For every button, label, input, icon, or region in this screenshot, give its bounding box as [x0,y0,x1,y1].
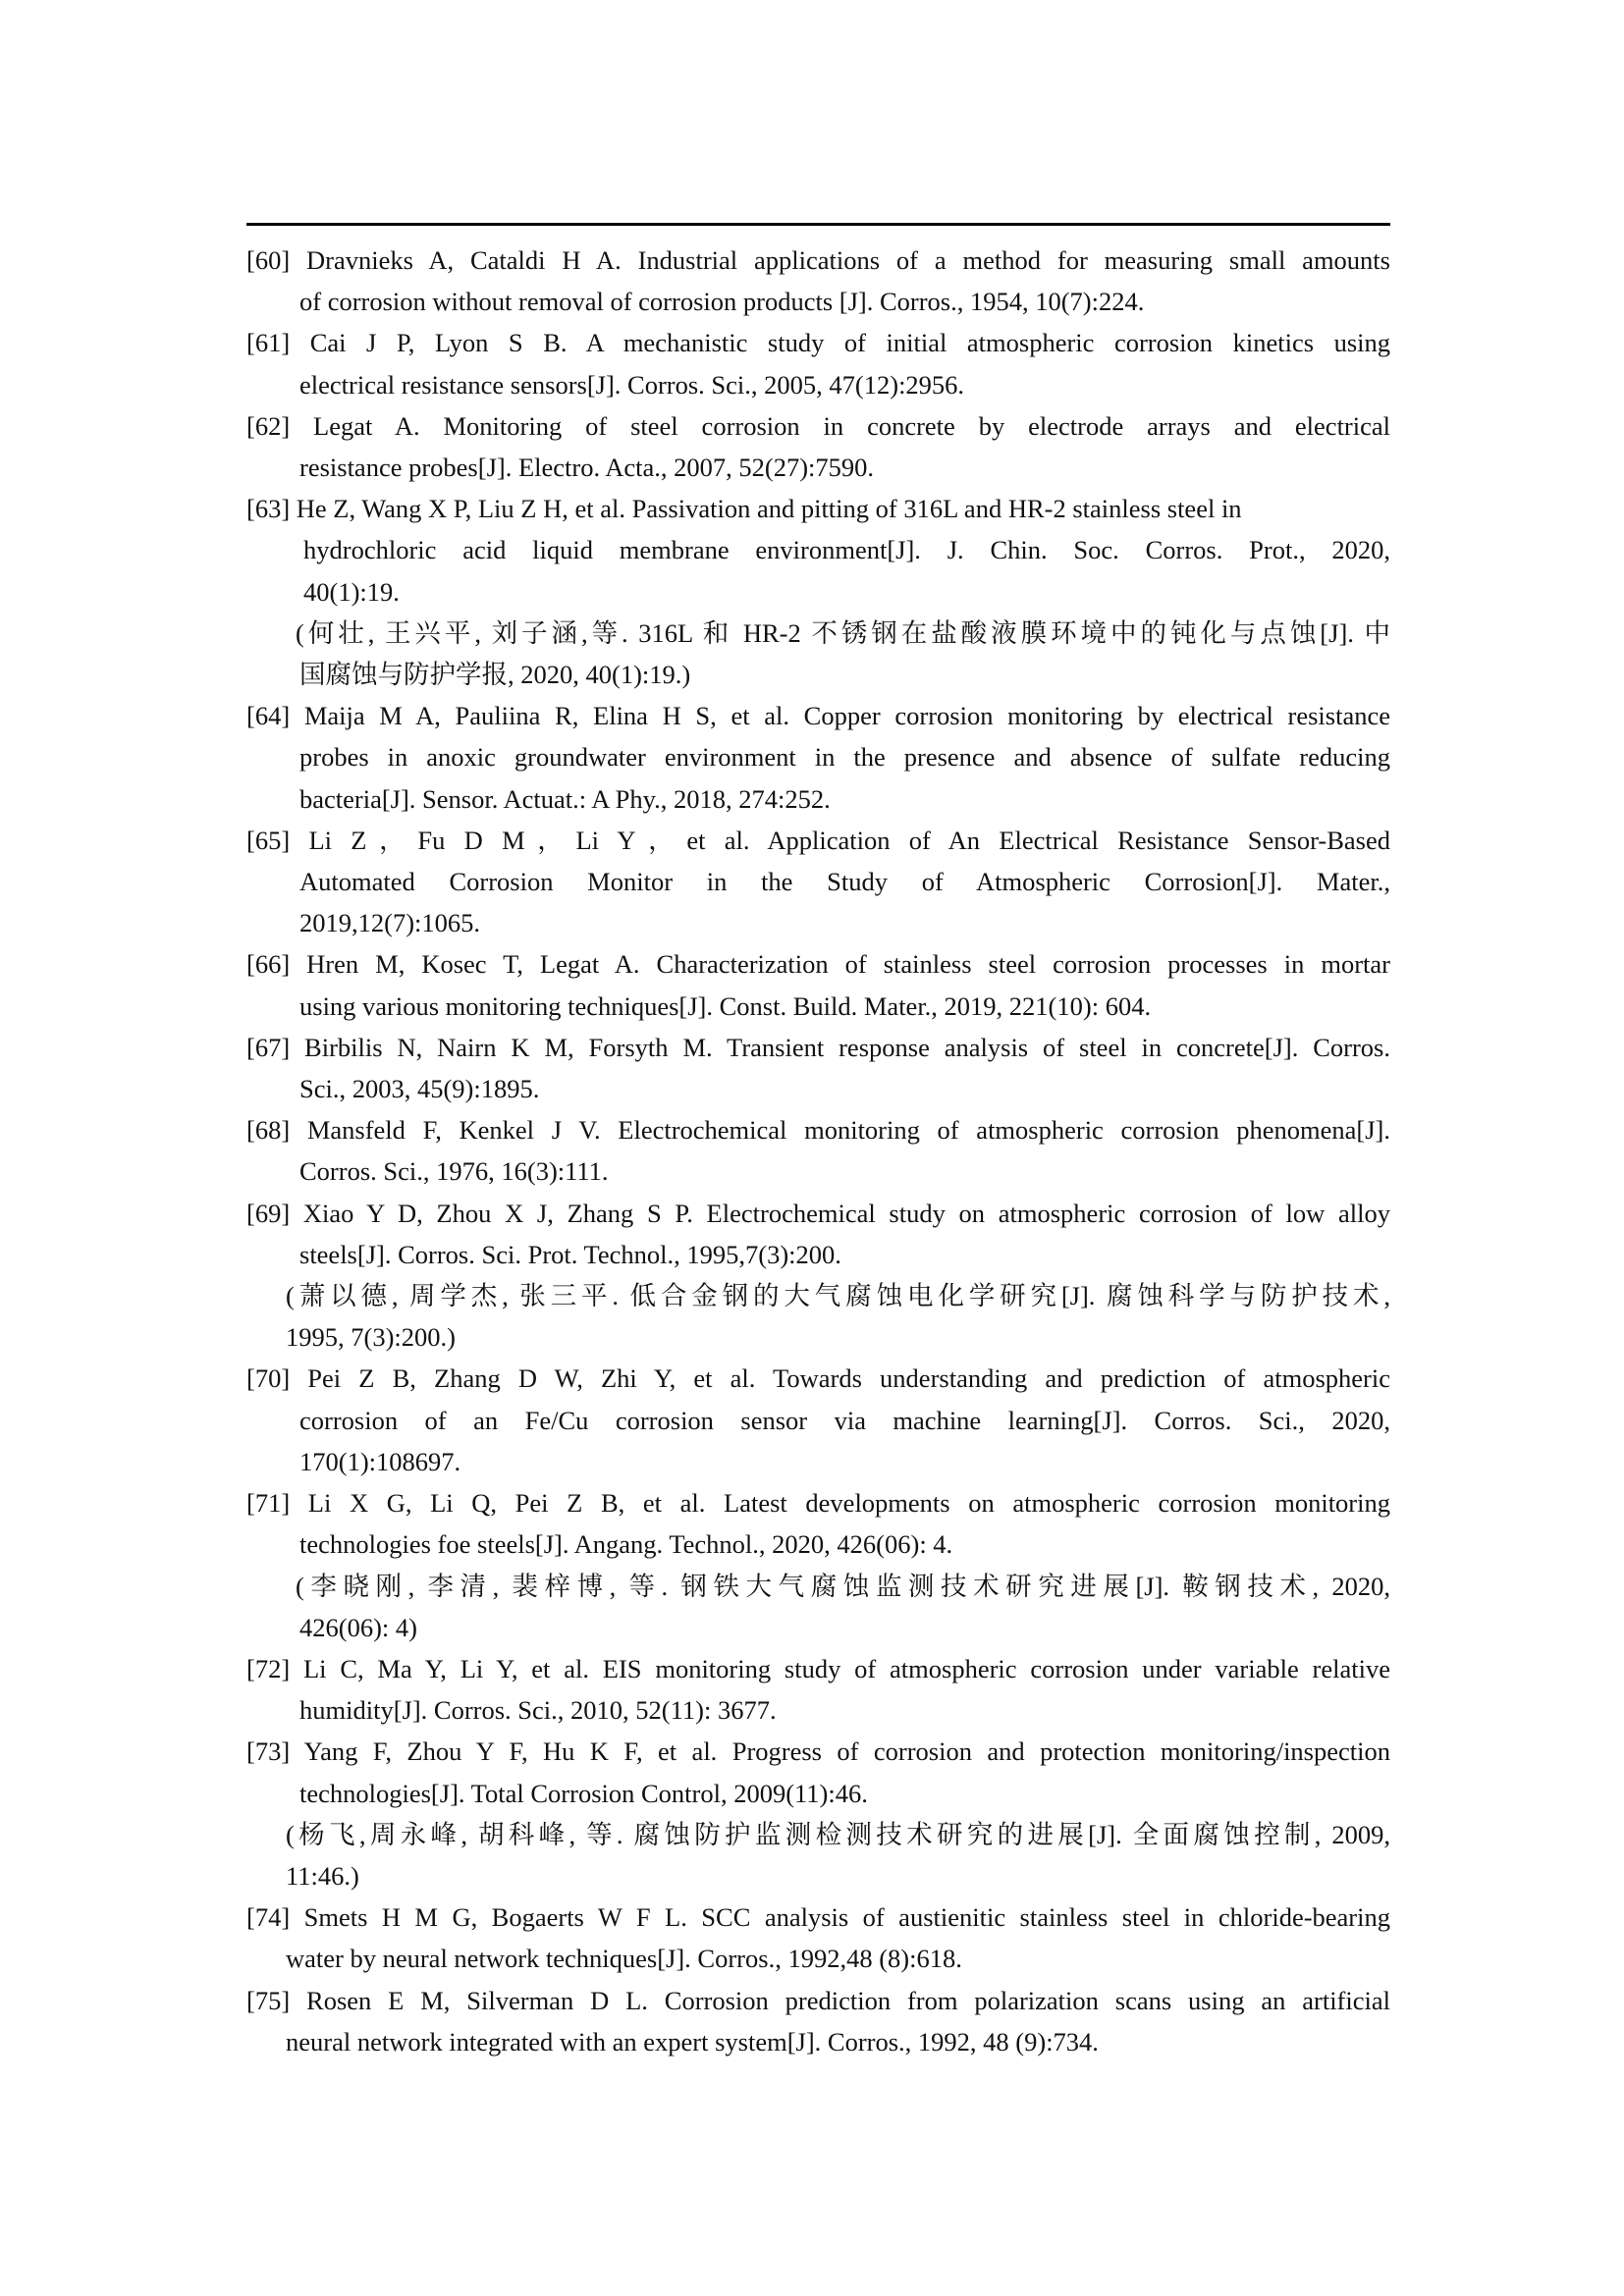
reference-line: [70] Pei Z B, Zhang D W, Zhi Y, et al. Towards understanding and prediction of atmospheric [246,1363,1390,1394]
reference-line: [64] Maija M A, Pauliina R, Elina H S, et al. Copper corrosion monitoring by electrical resistance [246,701,1390,731]
reference-line: [68] Mansfeld F, Kenkel J V. Electrochemical monitoring of atmospheric corrosion phenomena[J]. [246,1115,1390,1146]
reference-line: 170(1):108697. [299,1446,461,1476]
reference-line: resistance probes[J]. Electro. Acta., 2007, 52(27):7590. [299,453,875,483]
reference-line: [73] Yang F, Zhou Y F, Hu K F, et al. Progress of corrosion and protection monitoring/inspection [246,1736,1390,1767]
reference-61 [246,322,1390,404]
reference-line-cn: 426(06): 4) [299,1612,417,1642]
reference-line-cn: 国腐蚀与防护学报, 2020, 40(1):19.) [299,660,691,690]
reference-line: of corrosion without removal of corrosion products [J]. Corros., 1954, 10(7):224. [299,287,1145,317]
reference-73 [246,1731,1390,1896]
reference-60 [246,240,1390,322]
reference-line-cn: (萧以德, 周学杰, 张三平. 低合金钢的大气腐蚀电化学研究[J]. 腐蚀科学与防护技术, [286,1281,1390,1311]
reference-66 [246,943,1390,1026]
reference-line: [65] Li Z，Fu D M，Li Y，et al. Application of An Electrical Resistance Sensor-Based [246,825,1390,855]
reference-line: [66] Hren M, Kosec T, Legat A. Characterization of stainless steel corrosion processes in mortar [246,949,1390,980]
reference-line: neural network integrated with an expert system[J]. Corros., 1992, 48 (9):734. [286,2026,1099,2056]
reference-line: 40(1):19. [303,576,400,607]
reference-line: bacteria[J]. Sensor. Actuat.: A Phy., 2018, 274:252. [299,783,831,814]
reference-65 [246,820,1390,944]
reference-line: corrosion of an Fe/Cu corrosion sensor via machine learning[J]. Corros. Sci., 2020, [299,1405,1390,1435]
reference-line: [63] He Z, Wang X P, Liu Z H, et al. Passivation and pitting of 316L and HR-2 stainless steel in [246,494,1242,524]
reference-68 [246,1109,1390,1192]
reference-line: technologies[J]. Total Corrosion Control, 2009(11):46. [299,1778,868,1808]
reference-line: humidity[J]. Corros. Sci., 2010, 52(11): 3677. [299,1695,777,1726]
reference-line: 2019,12(7):1065. [299,908,481,938]
reference-62 [246,405,1390,488]
reference-line: [72] Li C, Ma Y, Li Y, et al. EIS monitoring study of atmospheric corrosion under variable relative [246,1653,1390,1683]
reference-70 [246,1358,1390,1482]
reference-71 [246,1482,1390,1648]
reference-69 [246,1193,1390,1359]
reference-line-cn: 11:46.) [286,1860,359,1891]
reference-74 [246,1896,1390,1979]
reference-line: [75] Rosen E M, Silverman D L. Corrosion prediction from polarization scans using an artificial [246,1985,1390,2015]
reference-line: [62] Legat A. Monitoring of steel corrosion in concrete by electrode arrays and electrical [246,410,1390,441]
reference-line: [71] Li X G, Li Q, Pei Z B, et al. Latest developments on atmospheric corrosion monitoring [246,1488,1390,1519]
reference-line-cn: (杨飞,周永峰, 胡科峰, 等. 腐蚀防护监测检测技术研究的进展[J]. 全面腐蚀控制, 2009, [286,1819,1390,1849]
reference-line-cn: 1995, 7(3):200.) [286,1322,456,1353]
reference-line: [67] Birbilis N, Nairn K M, Forsyth M. Transient response analysis of steel in concrete[J]. Corros. [246,1032,1390,1062]
reference-67 [246,1027,1390,1109]
reference-line-cn: (何壮, 王兴平, 刘子涵,等. 316L 和 HR-2 不锈钢在盐酸液膜环境中的钝化与点蚀[J]. 中 [296,617,1390,648]
reference-72 [246,1648,1390,1731]
reference-line: [69] Xiao Y D, Zhou X J, Zhang S P. Electrochemical study on atmospheric corrosion of low alloy [246,1198,1390,1228]
reference-line: Corros. Sci., 1976, 16(3):111. [299,1156,609,1187]
top-rule [246,223,1390,226]
reference-line-cn: (李晓刚, 李清, 裴梓博, 等. 钢铁大气腐蚀监测技术研究进展[J]. 鞍钢技术, 2020, [296,1571,1390,1601]
reference-list [246,240,1390,2062]
reference-line: probes in anoxic groundwater environment in the presence and absence of sulfate reducing [299,742,1390,773]
reference-line: [60] Dravnieks A, Cataldi H A. Industrial applications of a method for measuring small amounts [246,245,1390,275]
reference-line: water by neural network techniques[J]. Corros., 1992,48 (8):618. [286,1944,962,1974]
reference-line: steels[J]. Corros. Sci. Prot. Technol., 1995,7(3):200. [299,1239,841,1269]
reference-63 [246,488,1390,695]
reference-64 [246,695,1390,820]
reference-line: hydrochloric acid liquid membrane environment[J]. J. Chin. Soc. Corros. Prot., 2020, [303,535,1390,565]
reference-line: technologies foe steels[J]. Angang. Technol., 2020, 426(06): 4. [299,1529,953,1560]
reference-line: Automated Corrosion Monitor in the Study of Atmospheric Corrosion[J]. Mater., [299,867,1390,897]
reference-line: [74] Smets H M G, Bogaerts W F L. SCC analysis of austienitic stainless steel in chloride-bearing [246,1902,1390,1933]
reference-75 [246,1980,1390,2062]
reference-line: electrical resistance sensors[J]. Corros. Sci., 2005, 47(12):2956. [299,369,965,400]
reference-line: Sci., 2003, 45(9):1895. [299,1074,540,1104]
reference-line: [61] Cai J P, Lyon S B. A mechanistic study of initial atmospheric corrosion kinetics using [246,328,1390,358]
reference-line: using various monitoring techniques[J]. Const. Build. Mater., 2019, 221(10): 604. [299,990,1152,1021]
